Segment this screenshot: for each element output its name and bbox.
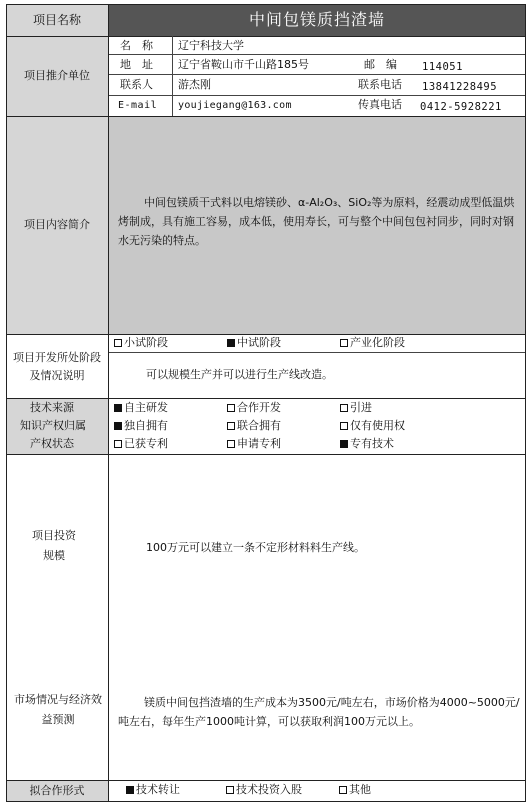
checkbox-icon <box>340 339 348 347</box>
ip-option[interactable]: 申请专利 <box>227 437 281 451</box>
stage-option-industrial[interactable]: 产业化阶段 <box>340 336 405 350</box>
stage-note: 可以规模生产并可以进行生产线改造。 <box>146 368 333 381</box>
ip-option[interactable]: 专有技术 <box>340 437 394 451</box>
checkbox-icon <box>340 404 348 412</box>
checkbox-icon <box>114 339 122 347</box>
stage-label: 项目开发所处阶段及情况说明 <box>13 351 101 382</box>
unit-name-key: 名 称 <box>120 39 153 52</box>
coop-options <box>126 783 524 799</box>
checkbox-icon <box>340 422 348 430</box>
unit-phone-key: 联系电话 <box>358 78 402 91</box>
checkbox-icon <box>227 404 235 412</box>
ip-option[interactable]: 独自拥有 <box>114 419 168 433</box>
header-label: 项目名称 <box>32 13 81 27</box>
unit-zip-value: 114051 <box>422 61 463 73</box>
unit-email-value[interactable]: youjiegang@163.com <box>178 100 292 111</box>
ip-row-ownership <box>114 419 524 435</box>
checkbox-icon <box>226 786 234 794</box>
invest-label: 项目投资规模 <box>32 529 76 562</box>
checkbox-checked-icon <box>114 404 122 412</box>
ip-row-status <box>114 437 524 453</box>
unit-fax-value: 0412-5928221 <box>420 101 502 113</box>
checkbox-icon <box>227 440 235 448</box>
unit-address-value: 辽宁省鞍山市千山路185号 <box>178 58 309 71</box>
unit-label: 项目推介单位 <box>24 69 90 82</box>
unit-contact-value: 游杰刚 <box>178 78 211 91</box>
coop-option-transfer[interactable]: 技术转让 <box>126 783 180 797</box>
unit-contact-key: 联系人 <box>120 78 153 91</box>
ip-option[interactable]: 自主研发 <box>114 401 168 415</box>
coop-label: 拟合作形式 <box>29 783 85 797</box>
ip-option[interactable]: 已获专利 <box>114 437 168 451</box>
ip-option[interactable]: 仅有使用权 <box>340 419 405 433</box>
checkbox-icon <box>114 440 122 448</box>
unit-phone-value: 13841228495 <box>422 81 498 93</box>
coop-option-other[interactable]: 其他 <box>339 783 371 797</box>
checkbox-icon <box>227 422 235 430</box>
ip-row-source <box>114 401 524 417</box>
intro-label: 项目内容简介 <box>24 218 90 231</box>
ip-label-ownership: 知识产权归属 <box>20 419 86 432</box>
ip-option[interactable]: 联合拥有 <box>227 419 281 433</box>
stage-option-pilot[interactable]: 中试阶段 <box>227 336 281 350</box>
unit-zip-key: 邮 编 <box>364 58 397 71</box>
coop-option-equity[interactable]: 技术投资入股 <box>226 783 302 797</box>
ip-option[interactable]: 引进 <box>340 401 372 415</box>
checkbox-icon <box>339 786 347 794</box>
checkbox-checked-icon <box>227 339 235 347</box>
ip-label-status: 产权状态 <box>30 437 74 450</box>
project-title: 中间包镁质挡渣墙 <box>248 10 385 29</box>
ip-label-source: 技术来源 <box>30 401 74 414</box>
unit-address-key: 地 址 <box>120 58 153 71</box>
ip-option[interactable]: 合作开发 <box>227 401 281 415</box>
checkbox-checked-icon <box>340 440 348 448</box>
unit-name-value: 辽宁科技大学 <box>178 39 244 52</box>
unit-fax-key: 传真电话 <box>358 98 402 111</box>
invest-text: 100万元可以建立一条不定形材料料生产线。 <box>146 541 365 554</box>
unit-email-key: E-mail <box>118 100 158 111</box>
stage-options <box>114 336 524 351</box>
market-label: 市场情况与经济效益预测 <box>14 693 102 726</box>
intro-text: 中间包镁质干式料以电熔镁砂、α-Al₂O₃、SiO₂等为原料，经震动成型低温烘烤制成，具有施工容易，成本低，使用寿长，可与整个中间包包衬同步，同时对钢水无污染的特点。 <box>118 196 515 247</box>
checkbox-checked-icon <box>126 786 134 794</box>
market-text: 镁质中间包挡渣墙的生产成本为3500元/吨左右，市场价格为4000~5000元/吨左右，每年生产1000吨计算，可以获取利润100万元以上。 <box>118 696 520 728</box>
stage-option-small-trial[interactable]: 小试阶段 <box>114 336 168 350</box>
checkbox-checked-icon <box>114 422 122 430</box>
